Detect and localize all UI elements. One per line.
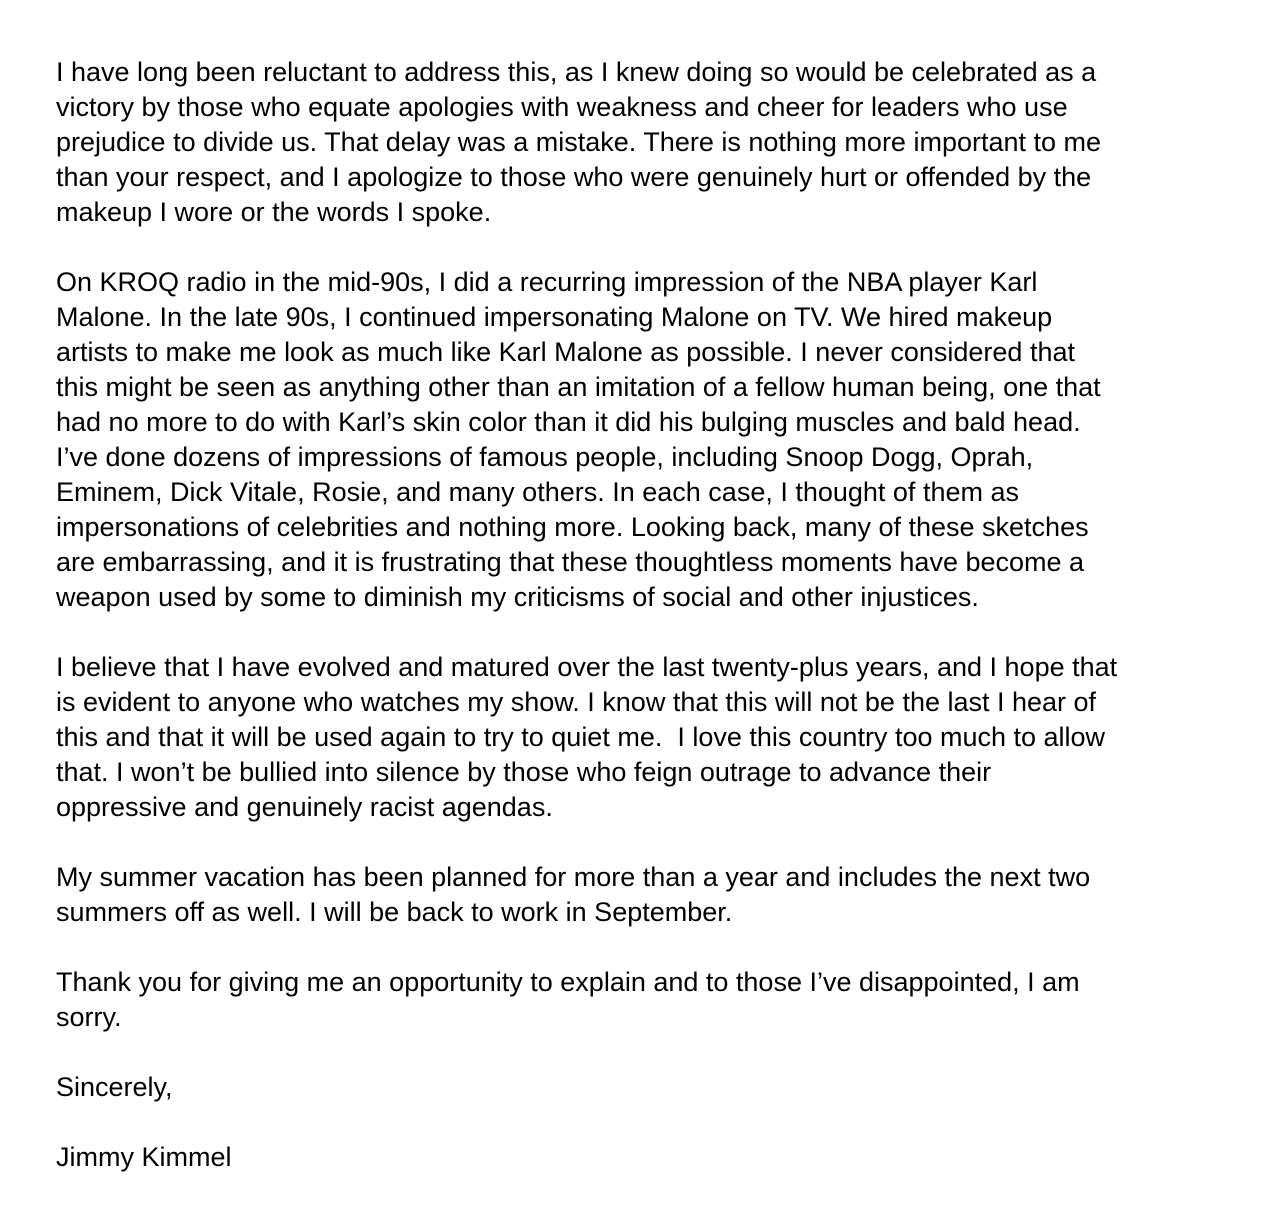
paragraph-5 xyxy=(56,965,1252,1035)
text-line: sorry. xyxy=(56,1002,122,1032)
text-line: My summer vacation has been planned for more than a year and includes the next two xyxy=(56,862,1091,892)
text-line: that. I won’t be bullied into silence by those who feign outrage to advance their xyxy=(56,757,992,787)
text-line: I have long been reluctant to address this, as I knew doing so would be celebrated as a xyxy=(56,57,1097,87)
text-line: are embarrassing, and it is frustrating that these thoughtless moments have become a xyxy=(56,547,1085,577)
closing-text: Sincerely, xyxy=(56,1072,173,1102)
text-line: prejudice to divide us. That delay was a mistake. There is nothing more important to me xyxy=(56,127,1102,157)
letter-body xyxy=(56,55,1252,1175)
text-line: Thank you for giving me an opportunity to explain and to those I’ve disappointed, I am xyxy=(56,967,1080,997)
paragraph-2 xyxy=(56,265,1252,615)
text-line: On KROQ radio in the mid-90s, I did a recurring impression of the NBA player Karl xyxy=(56,267,1038,297)
text-line: I’ve done dozens of impressions of famous people, including Snoop Dogg, Oprah, xyxy=(56,442,1034,472)
paragraph-1 xyxy=(56,55,1252,230)
paragraph-4 xyxy=(56,860,1252,930)
text-line: weapon used by some to diminish my criticisms of social and other injustices. xyxy=(56,582,979,612)
text-line: artists to make me look as much like Karl Malone as possible. I never considered that xyxy=(56,337,1075,367)
signature-text: Jimmy Kimmel xyxy=(56,1142,232,1172)
text-line: is evident to anyone who watches my show. I know that this will not be the last I hear of xyxy=(56,687,1097,717)
text-line: Malone. In the late 90s, I continued impersonating Malone on TV. We hired makeup xyxy=(56,302,1053,332)
text-line: I believe that I have evolved and matured over the last twenty-plus years, and I hope that xyxy=(56,652,1118,682)
text-line: this might be seen as anything other than an imitation of a fellow human being, one that xyxy=(56,372,1101,402)
text-line: summers off as well. I will be back to work in September. xyxy=(56,897,733,927)
text-line: oppressive and genuinely racist agendas. xyxy=(56,792,553,822)
text-line: Eminem, Dick Vitale, Rosie, and many others. In each case, I thought of them as xyxy=(56,477,1019,507)
text-line: impersonations of celebrities and nothing more. Looking back, many of these sketches xyxy=(56,512,1089,542)
paragraph-3 xyxy=(56,650,1252,825)
text-line: victory by those who equate apologies with weakness and cheer for leaders who use xyxy=(56,92,1068,122)
signature xyxy=(56,1140,1252,1175)
text-line: had no more to do with Karl’s skin color than it did his bulging muscles and bald head. xyxy=(56,407,1081,437)
text-line: this and that it will be used again to try to quiet me. I love this country too much to allow xyxy=(56,722,1106,752)
text-line: than your respect, and I apologize to those who were genuinely hurt or offended by the xyxy=(56,162,1092,192)
text-line: makeup I wore or the words I spoke. xyxy=(56,197,492,227)
closing xyxy=(56,1070,1252,1105)
